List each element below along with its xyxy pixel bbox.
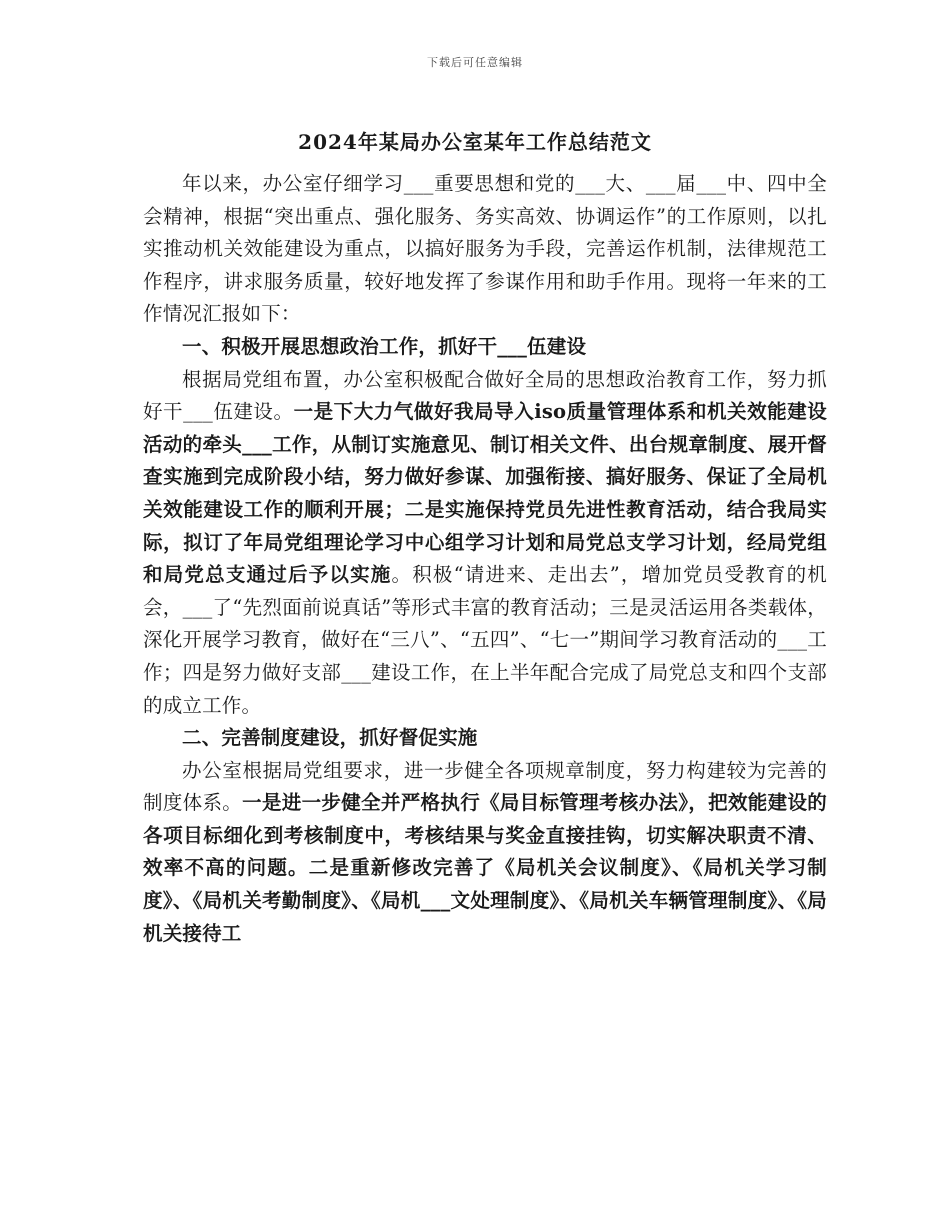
page-header-note: 下载后可任意编辑	[427, 56, 523, 69]
section1-heading: 一、积极开展思想政治工作，抓好干___伍建设	[182, 334, 587, 358]
section1-text-bold: 一是下大力气做好我局导入iso质量管理体系和机关效能建设活动的牵头___工作，从制订实施意见、制订相关文件、出台规章制度、展开督查实施到完成阶段小结，努力做好参谋、加强衔接、搞好服务、保证了全局机关效能建设工作的顺利开展；二是实施保持党员先进性教育活动，结合我局实际，拟订了年局党组理论学习中心组学习计划和局党总支学习计划，经局党组和局党总支通过后予以实施	[143, 400, 827, 587]
section1-text-start: 根据局党组布置，办公室积极配合做好全局的思想政治教育工作，努力抓好干___伍建设。	[143, 367, 827, 424]
document-body	[143, 168, 827, 950]
document-title: 2024年某局办公室某年工作总结范文	[298, 130, 652, 154]
section2-text-start: 办公室根据局党组要求，进一步健全各项规章制度，努力构建较为完善的制度体系。	[143, 758, 827, 815]
section2-paragraph	[143, 755, 827, 951]
section2-text-bold: 一是进一步健全并严格执行《局目标管理考核办法》，把效能建设的各项目标细化到考核制度中，考核结果与奖金直接挂钩，切实解决职责不清、效率不高的问题。二是重新修改完善了《局机关会议制度》、《局机关学习制度》、《局机关考勤制度》、《局机___文处理制度》、《局机关车辆管理制度》、《局机关接待工	[143, 791, 827, 945]
section2-heading: 二、完善制度建设，抓好督促实施	[182, 726, 478, 750]
section1-text-end: 。积极“请进来、走出去”，增加党员受教育的机会，___了“先烈面前说真话”等形式丰富的教育活动；三是灵活运用各类载体，深化开展学习教育，做好在“三八”、“五四”、“七一”期间学习教育活动的___工作；四是努力做好支部___建设工作，在上半年配合完成了局党总支和四个支部的成立工作。	[143, 563, 827, 717]
intro-paragraph: 年以来，办公室仔细学习___重要思想和党的___大、___届___中、四中全会精神，根据“突出重点、强化服务、务实高效、协调运作”的工作原则，以扎实推动机关效能建设为重点，以搞好服务为手段，完善运作机制，法律规范工作程序，讲求服务质量，较好地发挥了参谋作用和助手作用。现将一年来的工作情况汇报如下：	[143, 172, 827, 326]
section1-paragraph	[143, 364, 827, 723]
